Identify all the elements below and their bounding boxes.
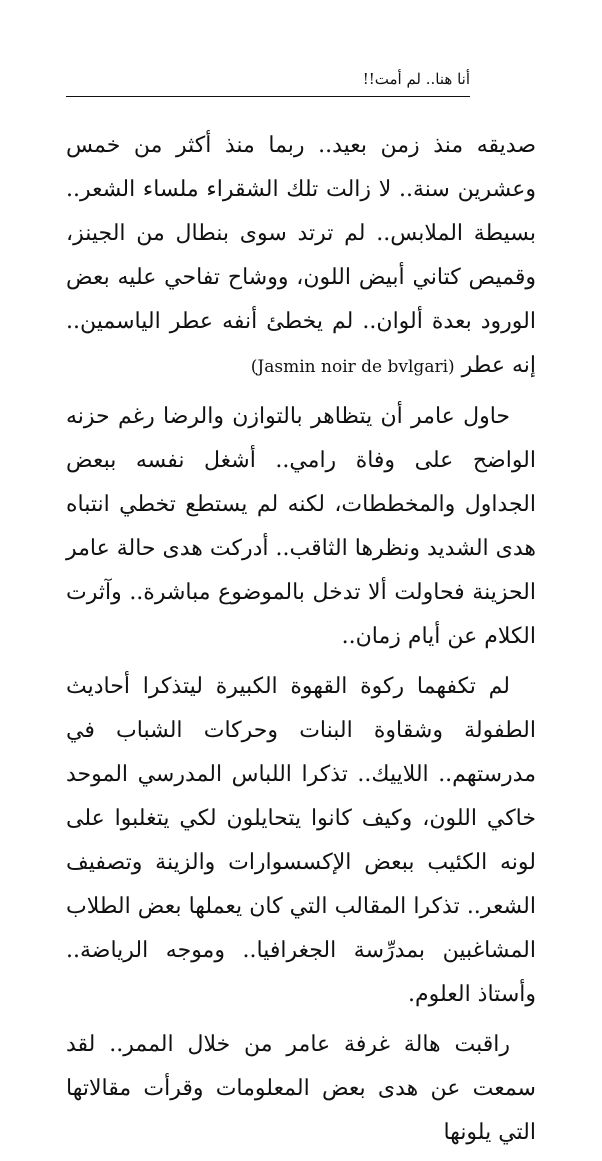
paragraph-2: حاول عامر أن يتظاهر بالتوازن والرضا رغم حزنه الواضح على وفاة رامي.. أشغل نفسه ببعض الجداول والمخططات، لكنه لم يستطع تخطي انتباه هدى الشديد ونظرها الثاقب.. أدركت هدى حالة عامر الحزينة فحاولت ألا تدخل بالموضوع مباشرة.. وآثرت الكلام عن أيام زمان.. bbox=[65, 404, 536, 649]
paragraph-1-text: صديقه منذ زمن بعيد.. ربما منذ أكثر من خمس وعشرين سنة.. لا زالت تلك الشقراء ملساء الشعر.. بسيطة الملابس.. لم ترتد سوى بنطال من الجينز، وقميص كتاني أبيض اللون، ووشاح تفاحي عليه بعض الورود بعدة ألوان.. لم يخطئ أنفه عطر الياسمين.. إنه عطر bbox=[66, 133, 537, 378]
paragraph-3: لم تكفهما ركوة القهوة الكبيرة ليتذكرا أحاديث الطفولة وشقاوة البنات وحركات الشباب في مدرستهم.. اللاييك.. تذكرا اللباس المدرسي الموحد خاكي اللون، وكيف كانوا يتحايلون لكي يتغلبوا على لونه الكئيب ببعض الإكسسوارات والزينة وتصفيف الشعر.. تذكرا المقالب التي كان يعملها بعض الطلاب المشاغبين بمدرِّسة الجغرافيا.. وموجه الرياضة.. وأستاذ العلوم. bbox=[66, 674, 536, 1007]
body-text bbox=[66, 124, 536, 1161]
running-title: أنا هنا.. لم أمت!! bbox=[362, 70, 470, 88]
header-rule bbox=[66, 96, 470, 97]
paragraph-4: راقبت هالة غرفة عامر من خلال الممر.. لقد سمعت عن هدى بعض المعلومات وقرأت مقالاتها التي يلونها bbox=[66, 1032, 536, 1145]
paragraph-1 bbox=[66, 124, 536, 389]
perfume-name: (Jasmin noir de bvlgari) bbox=[250, 357, 455, 377]
